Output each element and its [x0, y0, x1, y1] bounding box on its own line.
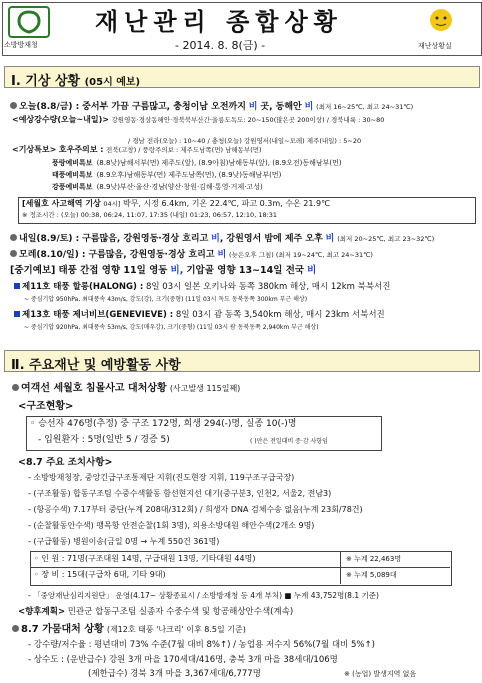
typhoon-13-detail: ~ 중심기압 920hPa, 최대풍속 53m/s, 강도(매우강), 크기(중형) (11일 03시 괌 동북동쪽 2,940km 부근 해상)	[24, 324, 319, 331]
table-divider	[340, 551, 341, 584]
table-divider	[30, 567, 450, 568]
left-logo-label: 소방방재청	[4, 41, 38, 49]
typhoon-11-detail: ~ 중심기압 950hPa, 최대풍속 43m/s, 강도(강), 크기(중형) (11일 03시 독도 동북동쪽 300km 부근 해상)	[24, 296, 308, 303]
tomorrow-forecast: 내일(8.9/토) : 구름많음, 강원영동·경상 흐리고 비, 강원영서 밤에 제주 오후 비 (최저 20~25℃, 최고 23~32℃)	[10, 234, 434, 244]
pre-warning-row: 강풍예비특보 (8.9낮)부산·울산·경남(양산·창원·김해·통영·거제·고성)	[52, 183, 263, 191]
report-date: - 2014. 8. 8(금) -	[175, 39, 266, 52]
action-item: - (순찰활동안수색) 팽목항 안전순찰(1회 3명), 의용소방대원 해안수색(2개소 9명)	[28, 521, 315, 530]
inpatients: - 입원환자 : 5명(일반 5 / 경증 5)	[38, 435, 170, 445]
reservoir-rate: - 강수량/저수율 : 평년대비 73% 수준(7월 대비 8%↑) / 농업용 저수지 56%(7월 대비 5%↑)	[28, 640, 375, 650]
mid-forecast: [중기예보] 태풍 간접 영향 11일 영동 비, 기압골 영향 13~14일 전국 비	[10, 265, 317, 276]
actions-label: <8.7 주요 조치사항>	[18, 457, 113, 468]
personnel-row: ◦ 인 원 : 71명(구조대원 14명, 구급대원 13명, 기타대원 44명)	[34, 554, 256, 563]
action-item: - (항공수색) 7.17부터 중단(누계 208대/312회) / 희생자 DNA 검체수송 없음(누계 23회/78건)	[28, 505, 363, 514]
section-disaster-title: Ⅱ. 주요재난 및 예방활동 사항	[11, 358, 181, 373]
equipment-total: ※ 누계 5,089대	[346, 571, 397, 579]
equipment-row: ◦ 장 비 : 15대(구급차 6대, 기타 9대)	[34, 570, 166, 579]
pre-warning-row: 풍랑예비특보 (8.8낮)남해서부(먼) 제주도(앞), (8.9아침)남해동부(앞), (8.9오전)동해남부(먼)	[52, 159, 342, 167]
weather-warning: <기상특보> 호우주의보 : 전북(고창) / 풍랑주의보 : 제주도남쪽(먼) 남해동부(먼)	[12, 145, 262, 154]
page-title: 재난관리 종합상황	[95, 8, 343, 36]
action-item: - (구조활동) 합동구조팀 수중수색활동 함선현지선 대기(중구분3, 인천2, 서울2, 전남3)	[28, 489, 332, 498]
typhoon-11: 제11호 태풍 할롱(HALONG) : 8일 03시 일본 오키나와 동쪽 380km 해상, 매시 12km 북북서진	[14, 283, 390, 292]
section-weather-title: Ⅰ. 기상 상황	[11, 74, 81, 89]
square-bullet-icon	[14, 283, 20, 289]
forecast-rain-line1: <예상강수량(오늘~내일)> 강원영동·경상동해안·경북북부산간·울릉도독도: 20~150(많은곳 200이상) / 경북내륙 : 30~80	[12, 115, 385, 124]
agri-note: ※ (농업) 발생지역 없음	[344, 670, 417, 678]
action-item: - 소방방재청장, 중앙긴급구조통제단 지휘(진도현장 지휘, 119구조구급국장)	[28, 473, 295, 482]
typhoon-13: 제13호 태풍 제너비브(GENEVIEVE) : 8일 03시 괌 동쪽 3,540km 해상, 매시 23km 서북서진	[14, 311, 385, 320]
forecast-rain-line2: / 경남 전라(오늘) : 10~40 / 충청(오늘) 강원영서(내일~모레) 제주(내일) : 5~20	[128, 137, 362, 145]
sewol-status: 여객선 세월호 침몰사고 대처상황 (사고발생 115일째)	[12, 384, 240, 394]
today-forecast: 오늘(8.8/금) : 중서부 가끔 구름많고, 충청이남 오전까지 비 곳, 동해안 비 (최저 16~25℃, 최고 24~31℃)	[10, 102, 413, 112]
rescue-label: <구조현황>	[18, 401, 74, 412]
section-weather-subtitle: (05시 예보)	[84, 77, 141, 88]
tide-times: ※ 정조시간 : (오늘) 00:38, 06:24, 11:07, 17:35 (내일) 01:23, 06:57, 12:10, 18:31	[22, 211, 278, 219]
section-disaster-bar	[4, 350, 480, 372]
water-supply-transport: - 상수도 : (운반급수) 강원 3개 마을 170세대/416명, 충북 3개 마을 38세대/106명	[28, 655, 338, 665]
action-item: - (구급활동) 병원이송(금일 0명 → 누계 550건 361명)	[28, 537, 220, 546]
water-supply-limited: (제한급수) 경북 3개 마을 3,367세대/6,777명	[88, 669, 261, 679]
bullet-icon	[12, 625, 19, 632]
pre-warning-row: 태풍예비특보 (8.9오후)남해동부(먼) 제주도남쪽(먼), (8.9낮)동해남부(먼)	[52, 171, 282, 179]
bullet-icon	[10, 250, 17, 257]
dayafter-forecast: 모레(8.10/일) : 구름많음, 강원영동·경상 흐리고 비 (늦은오후 그침) (최저 19~24℃, 최고 24~31℃)	[10, 250, 373, 260]
rescue-note: ( )안은 전일대비 증·감 사항임	[250, 438, 328, 445]
personnel-total: ※ 누계 22,463명	[346, 555, 402, 563]
rescue-counts: ◦ 승선자 476명(추정) 중 구조 172명, 희생 294(-)명, 실종 10(-)명	[30, 419, 297, 429]
shield-logo-icon	[8, 6, 50, 38]
section-weather-bar	[4, 66, 480, 88]
bullet-icon	[10, 234, 17, 241]
bullet-icon	[10, 102, 17, 109]
square-bullet-icon	[14, 311, 20, 317]
sewol-weather: [세월호 사고해역 기상 04시] 박무, 시정 6.4km, 기온 22.4℃, 파고 0.3m, 수온 21.9℃	[22, 199, 331, 208]
right-logo-label: 재난상황실	[418, 42, 452, 50]
psych-support: - 「중앙재난심리지원단」 운영(4.17~ 상황종료시 / 소방방재청 등 4개 부처) ■ 누계 43,752명(8.1 기준)	[28, 591, 379, 600]
future-plan: <향후계획> 민관군 합동구조팀 실종자 수중수색 및 항공해상안수색(계속)	[18, 607, 294, 617]
bullet-icon	[12, 384, 19, 391]
drought-status: 8.7 가뭄대처 상황 (제12호 태풍 '나크리' 이후 8.5일 기준)	[12, 625, 246, 635]
mascot-logo-icon	[424, 6, 458, 36]
